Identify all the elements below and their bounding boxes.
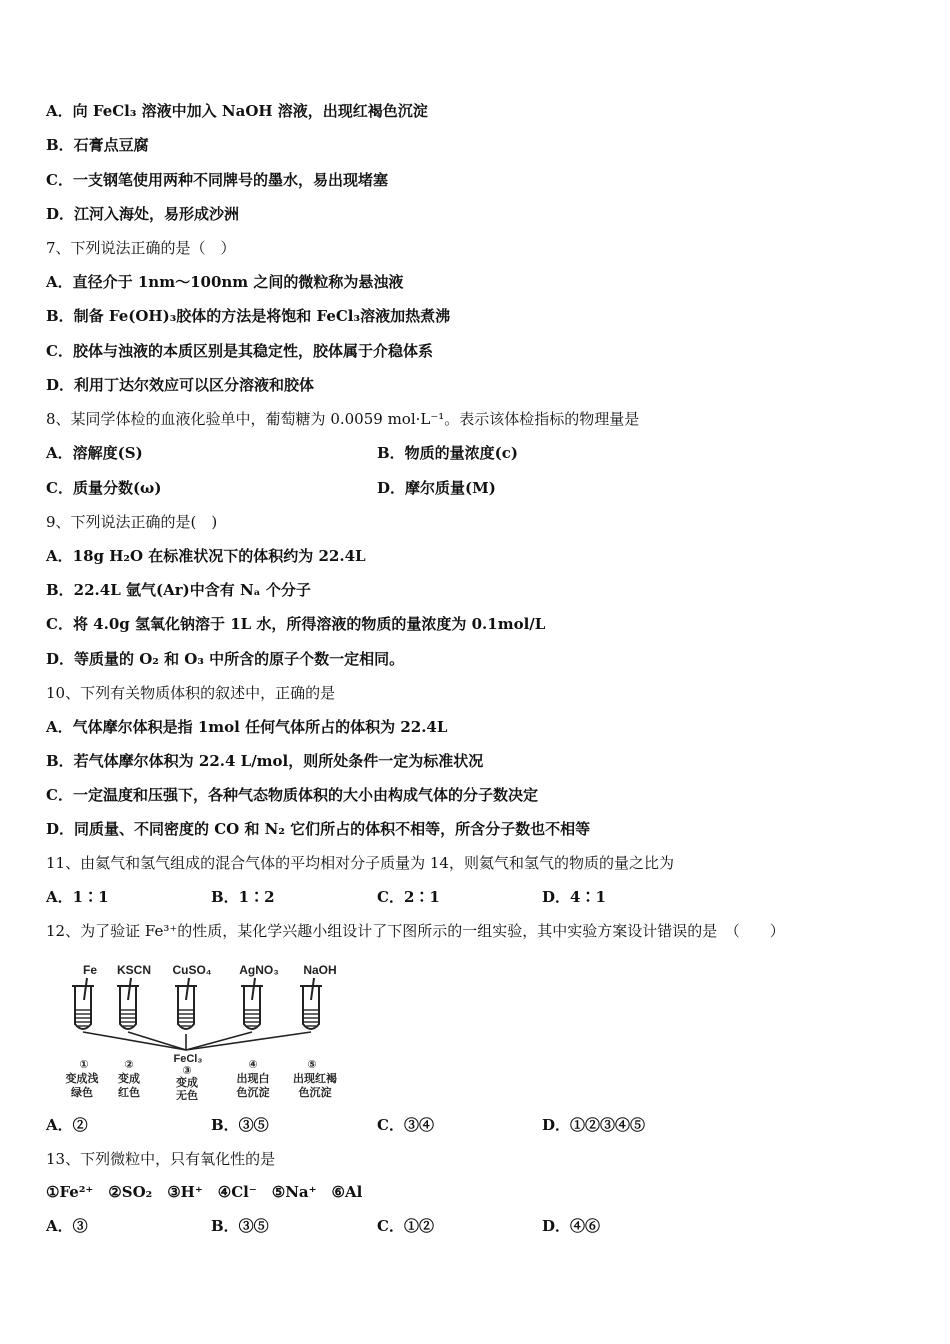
q13-items: ①Fe²⁺ ②SO₂ ③H⁺ ④Cl⁻ ⑤Na⁺ ⑥Al bbox=[46, 1183, 363, 1201]
q11-option-a: A．1∶1 bbox=[46, 888, 109, 906]
q6-option-a: A．向 FeCl₃ 溶液中加入 NaOH 溶液，出现红褐色沉淀 bbox=[46, 102, 428, 120]
tube-result: 红色 bbox=[118, 1087, 140, 1099]
q10-option-d: D．同质量、不同密度的 CO 和 N₂ 它们所占的体积不相等，所含分子数也不相等 bbox=[46, 820, 591, 838]
tube-number: ① bbox=[79, 1059, 89, 1071]
q10-stem: 10、下列有关物质体积的叙述中，正确的是 bbox=[46, 684, 336, 702]
tube-result: 色沉淀 bbox=[298, 1087, 332, 1099]
q13-option-c: C．①② bbox=[377, 1217, 434, 1235]
tube-result: 出现红褐 bbox=[293, 1073, 337, 1085]
reagent-label: KSCN bbox=[116, 963, 152, 977]
q8-stem: 8、某同学体检的血液化验单中，葡萄糖为 0.0059 mol·L⁻¹。表示该体检指标的物理量是 bbox=[46, 410, 640, 428]
q8-option-c: C．质量分数(ω) bbox=[46, 479, 162, 497]
q7-option-b: B．制备 Fe(OH)₃胶体的方法是将饱和 FeCl₃溶液加热煮沸 bbox=[46, 307, 451, 325]
tube-result: 变成 bbox=[118, 1073, 140, 1085]
q10-option-c: C．一定温度和压强下，各种气态物质体积的大小由构成气体的分子数决定 bbox=[46, 786, 538, 804]
q12-option-d: D．①②③④⑤ bbox=[542, 1116, 646, 1134]
q8-option-b: B．物质的量浓度(c) bbox=[377, 444, 519, 462]
q10-option-b: B．若气体摩尔体积为 22.4 L/mol，则所处条件一定为标准状况 bbox=[46, 752, 484, 770]
q9-option-d: D．等质量的 O₂ 和 O₃ 中所含的原子个数一定相同。 bbox=[46, 650, 405, 668]
tube-number: ④ bbox=[248, 1059, 258, 1071]
reagent-label: AgNO₃ bbox=[239, 963, 279, 977]
q13-option-a: A．③ bbox=[46, 1217, 88, 1235]
reagent-label: CuSO₄ bbox=[172, 963, 212, 977]
q13-stem: 13、下列微粒中，只有氧化性的是 bbox=[46, 1150, 276, 1168]
experiment-figure bbox=[50, 958, 360, 1100]
tube-number: ⑤ bbox=[307, 1059, 317, 1071]
q12-option-a: A．② bbox=[46, 1116, 88, 1134]
q11-option-c: C．2∶1 bbox=[377, 888, 440, 906]
tube-result: 无色 bbox=[176, 1090, 198, 1100]
tube-number: ② bbox=[124, 1059, 134, 1071]
q11-option-d: D．4∶1 bbox=[542, 888, 606, 906]
q11-stem: 11、由氦气和氢气组成的混合气体的平均相对分子质量为 14，则氦气和氢气的物质的量之比为 bbox=[46, 854, 674, 872]
reagent-label: Fe bbox=[82, 963, 98, 977]
q8-option-d: D．摩尔质量(M) bbox=[377, 479, 496, 497]
tube-result: 绿色 bbox=[71, 1087, 93, 1099]
tube-number: ③ bbox=[182, 1065, 192, 1077]
q7-stem: 7、下列说法正确的是（ ） bbox=[46, 239, 236, 257]
q9-option-a: A．18g H₂O 在标准状况下的体积约为 22.4L bbox=[46, 547, 366, 565]
fecl3-label: FeCl₃ bbox=[173, 1053, 203, 1065]
q6-option-c: C．一支钢笔使用两种不同牌号的墨水，易出现堵塞 bbox=[46, 171, 388, 189]
q7-option-a: A．直径介于 1nm～100nm 之间的微粒称为悬浊液 bbox=[46, 273, 404, 291]
q10-option-a: A．气体摩尔体积是指 1mol 任何气体所占的体积为 22.4L bbox=[46, 718, 448, 736]
q11-option-b: B．1∶2 bbox=[211, 888, 275, 906]
q13-option-d: D．④⑥ bbox=[542, 1217, 601, 1235]
q8-option-a: A．溶解度(S) bbox=[46, 444, 143, 462]
tube-result: 出现白 bbox=[236, 1073, 270, 1085]
q13-option-b: B．③⑤ bbox=[211, 1217, 269, 1235]
q9-option-c: C．将 4.0g 氢氧化钠溶于 1L 水，所得溶液的物质的量浓度为 0.1mol/L bbox=[46, 615, 546, 633]
q7-option-d: D．利用丁达尔效应可以区分溶液和胶体 bbox=[46, 376, 315, 394]
tube-result: 变成浅 bbox=[65, 1073, 99, 1085]
q12-option-b: B．③⑤ bbox=[211, 1116, 269, 1134]
q6-option-d: D．江河入海处，易形成沙洲 bbox=[46, 205, 240, 223]
q9-option-b: B．22.4L 氩气(Ar)中含有 Nₐ 个分子 bbox=[46, 581, 311, 599]
q12-option-c: C．③④ bbox=[377, 1116, 434, 1134]
tube-result: 变成 bbox=[176, 1077, 198, 1089]
q12-stem: 12、为了验证 Fe³⁺的性质，某化学兴趣小组设计了下图所示的一组实验，其中实验方案设计错误的是 （ ） bbox=[46, 922, 785, 940]
reagent-label: NaOH bbox=[303, 963, 337, 977]
tube-result: 色沉淀 bbox=[236, 1087, 270, 1099]
q7-option-c: C．胶体与浊液的本质区别是其稳定性，胶体属于介稳体系 bbox=[46, 342, 433, 360]
q9-stem: 9、下列说法正确的是( ) bbox=[46, 513, 218, 531]
q6-option-b: B．石膏点豆腐 bbox=[46, 136, 149, 154]
